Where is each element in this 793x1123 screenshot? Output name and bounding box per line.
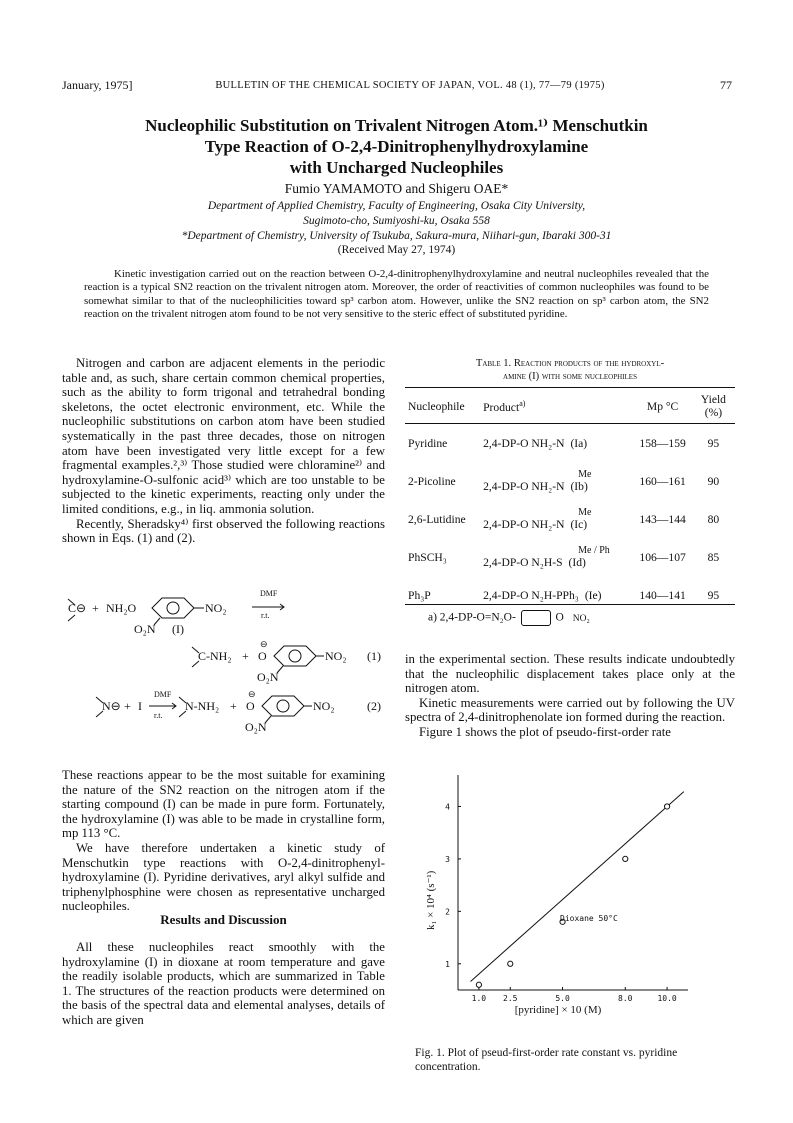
eq-plus-3: + [124, 699, 131, 713]
cell-mp: 158—159 [639, 436, 686, 450]
body-block-2 [62, 768, 385, 914]
product-formula: 2,4-DP-O N₂H-PPh₃ [483, 588, 579, 602]
eq-number-1: (1) [367, 649, 381, 663]
cell-mp: 143—144 [639, 512, 686, 526]
x-tick-label: 1.0 [471, 994, 487, 1003]
x-tick-label: 2.5 [503, 994, 518, 1003]
x-tick-label: 8.0 [618, 994, 633, 1003]
table-row [405, 538, 735, 576]
eq-no2-3: NO₂ [313, 699, 335, 713]
header-journal: BULLETIN OF THE CHEMICAL SOCIETY OF JAPAN, VOL. 48 (1), 77—79 (1975) [215, 80, 605, 91]
benzene-ring-icon [521, 610, 551, 626]
affiliation-2: *Department of Chemistry, University of Tsukuba, Sakura-mura, Niihari-gun, Ibaraki 300-31 [181, 230, 612, 242]
eq-phenoxide-1: O [258, 649, 267, 663]
paragraph-results: All these nucleophiles react smoothly with the hydroxylamine (I) in dioxane at room temperature and gave the readily isolable products, which are summarized in Table 1. The structures of the reaction products were determined on the basis of the spectral data and elemental analyses, details of which are given [62, 940, 385, 1027]
cell-product [480, 462, 633, 500]
eq-phenoxide-2: O [246, 699, 255, 713]
eq-label-I: (I) [172, 622, 184, 636]
cell-nucleophile: Ph₃P [408, 588, 431, 602]
affiliation-1-address: Sugimoto-cho, Sumiyoshi-ku, Osaka 558 [303, 215, 490, 227]
product-label: (Id) [568, 555, 586, 569]
table-footnote [428, 610, 590, 626]
received-date: (Received May 27, 1974) [337, 244, 456, 256]
table-footnote-o: O [555, 611, 564, 624]
cell-product [480, 500, 633, 538]
cell-nucleophile: Pyridine [408, 436, 448, 450]
product-substituent: Me [578, 506, 592, 518]
product-formula: 2,4-DP-O NH₂-N [483, 517, 565, 531]
results-block [62, 940, 385, 1028]
eq-o2n-2: O₂N [257, 670, 279, 684]
cell-product [480, 576, 633, 614]
page-number: 77 [720, 78, 732, 92]
eq-product-1: C-NH₂ [198, 649, 232, 663]
eq-reagent: NH₂O [106, 601, 137, 615]
table-footnote-text: a) 2,4-DP-O=N₂O- [428, 611, 516, 624]
eq-rt-1: r.t. [261, 611, 270, 620]
eq-minus-2: ⊖ [248, 689, 256, 699]
table-row [405, 500, 735, 538]
title-line-1: Nucleophilic Substitution on Trivalent Nitrogen Atom.¹⁾ Menschutkin [145, 116, 648, 135]
product-formula: 2,4-DP-O NH₂-N [483, 436, 565, 450]
table-row [405, 424, 735, 462]
affiliation-1: Department of Applied Chemistry, Faculty of Engineering, Osaka City University, [207, 200, 586, 212]
eq-product-2: N-NH₂ [185, 699, 220, 713]
paragraph-kinetic-study: We have therefore undertaken a kinetic study of Menschutkin type reactions with O-2,4-dinitrophenyl-hydroxylamine (I). Pyridine derivatives, aryl alkyl sulfide and triphenylphosphine were chosen as representative uncharged nucleophiles. [62, 840, 385, 914]
table-header-row [405, 388, 735, 424]
col-product-label: Product [483, 400, 520, 414]
data-point [623, 856, 628, 861]
col-product [480, 388, 633, 424]
x-axis-label: [pyridine] × 10 (M) [514, 1004, 602, 1016]
chart-annotation: Dioxane 50°C [560, 914, 618, 923]
eq-plus-1: + [92, 601, 99, 615]
product-label: (Ia) [570, 436, 588, 450]
section-heading: Results and Discussion [160, 912, 287, 927]
paragraph-figure-intro: Figure 1 shows the plot of pseudo-first-order rate [419, 724, 671, 739]
product-substituent: Me / Ph [578, 544, 610, 556]
figure-caption: Fig. 1. Plot of pseud-first-order rate constant vs. pyridine concentration. [415, 1047, 678, 1073]
table-footnote-no2: NO₂ [572, 613, 590, 624]
eq-dmf-2: DMF [154, 690, 172, 699]
title-line-2: Type Reaction of O-2,4-Dinitrophenylhydroxylamine [204, 137, 589, 156]
col-mp: Mp °C [646, 399, 679, 413]
right-column-text [405, 652, 735, 740]
table-title-line-2: amine (I) with some nucleophiles [503, 371, 637, 382]
eq-reagent-I: I [138, 699, 142, 713]
figure-1-chart [418, 765, 718, 1020]
abstract: Kinetic investigation carried out on the reaction between O-2,4-dinitrophenylhydroxylamine and neutral nucleophiles revealed that the reaction is a typical SN2 reaction on the trivalent nitrogen atom. Moreover, the order of reactivities of common nucleophiles was found to be somewhat similar to that of the nucleophilicities toward sp³ carbon atom. However, unlike the SN2 reaction on sp³ carbon atom, the SN2 reaction on the trivalent nitrogen atom found to be not very sensitive to the steric effect of substituted pyridine. [84, 268, 709, 320]
data-point [664, 804, 669, 809]
x-tick-label: 5.0 [555, 994, 570, 1003]
y-tick-label: 1 [445, 959, 450, 969]
cell-mp: 106—107 [639, 550, 686, 564]
authors: Fumio YAMAMOTO and Shigeru OAE* [284, 181, 509, 196]
reaction-equations [62, 585, 392, 760]
eq-no2-2: NO₂ [325, 649, 347, 663]
cell-yield: 90 [707, 474, 720, 488]
product-label: (Ib) [570, 479, 588, 493]
paragraph-suitability: These reactions appear to be the most suitable for examining the nature of the SN2 reaction on the nitrogen atom if the starting compound (I) can be made in pure form. Fortunately, the hydroxylamine (I) was able to be made in crystalline form, mp 113 °C. [62, 768, 385, 841]
eq-nitrogen-anion: N⊖ [102, 699, 121, 713]
eq-minus-1: ⊖ [260, 639, 268, 649]
table-title-line-1: Table 1. Reaction products of the hydroxyl- [475, 358, 665, 369]
eq-o2n-1: O₂N [134, 622, 156, 636]
cell-mp: 140—141 [639, 588, 686, 602]
article-title [70, 115, 723, 178]
fit-line [471, 792, 684, 982]
paragraph-kinetic-measurements: Kinetic measurements were carried out by following the UV spectra of 2,4-dinitrophenolate ion formed during the reaction. [405, 695, 735, 725]
data-point [508, 961, 513, 966]
title-line-3: with Uncharged Nucleophiles [289, 158, 504, 177]
x-tick-label: 10.0 [657, 994, 677, 1003]
cell-nucleophile: PhSCH₃ [408, 550, 447, 564]
product-label: (Ie) [584, 588, 602, 602]
paragraph-sheradsky: Recently, Sheradsky⁴⁾ first observed the following reactions shown in Eqs. (1) and (2). [62, 516, 385, 546]
eq-rt-2: r.t. [154, 711, 163, 720]
y-tick-label: 2 [445, 907, 450, 917]
cell-nucleophile: 2,6-Lutidine [408, 512, 466, 526]
eq-plus-4: + [230, 699, 237, 713]
table-title [405, 357, 735, 383]
y-axis-label: k₁ × 10⁴ (s⁻¹) [425, 870, 437, 930]
y-tick-label: 4 [445, 802, 450, 812]
y-tick-label: 3 [445, 854, 450, 864]
eq-number-2: (2) [367, 699, 381, 713]
col-yield: Yield (%) [700, 393, 726, 419]
cell-yield: 80 [707, 512, 720, 526]
product-label: (Ic) [570, 517, 588, 531]
table-row [405, 576, 735, 614]
cell-nucleophile: 2-Picoline [408, 474, 456, 488]
data-point [476, 982, 481, 987]
paragraph-experimental: in the experimental section. These results indicate undoubtedly that the nucleophilic displacement takes place only at the nitrogen atom. [405, 652, 735, 696]
col-nucleophile: Nucleophile [408, 399, 465, 413]
affiliations [70, 199, 723, 244]
col-product-footnote-mark: a) [519, 398, 526, 408]
product-formula: 2,4-DP-O N₂H-S [483, 555, 563, 569]
eq-plus-2: + [242, 649, 249, 663]
cell-product [480, 424, 633, 462]
product-formula: 2,4-DP-O NH₂-N [483, 479, 565, 493]
eq-carbanion: C⊖ [68, 601, 87, 615]
intro-block [62, 356, 385, 546]
reaction-products-table [405, 388, 735, 614]
eq-o2n-3: O₂N [245, 720, 267, 734]
cell-yield: 95 [707, 436, 720, 450]
cell-yield: 95 [707, 588, 720, 602]
product-substituent: Me [578, 468, 592, 480]
cell-mp: 160—161 [639, 474, 686, 488]
header-date: January, 1975] [62, 78, 133, 92]
cell-product [480, 538, 633, 576]
cell-yield: 85 [707, 550, 720, 564]
paragraph-intro: Nitrogen and carbon are adjacent elements in the periodic table and, as such, share certain common chemical properties, such as the ability to form trigonal and tetrahedral bonding skeletons, the octet electronic environment, etc. While the nucleophilic substitutions on carbon atom have been studied systematically in the past three decades, those on nitrogen atom have been investigated very little except for a few fragmental examples.²,³⁾ Those studied were chloramine²⁾ and hydroxylamine-O-sulfonic acid³⁾ which are too unstable to be subjected to the kinetic experiments, reacting only under the limited conditions, e.g., in liq. ammonia solution. [62, 356, 385, 516]
eq-no2-1: NO₂ [205, 601, 227, 615]
table-row [405, 462, 735, 500]
eq-dmf-1: DMF [260, 589, 278, 598]
